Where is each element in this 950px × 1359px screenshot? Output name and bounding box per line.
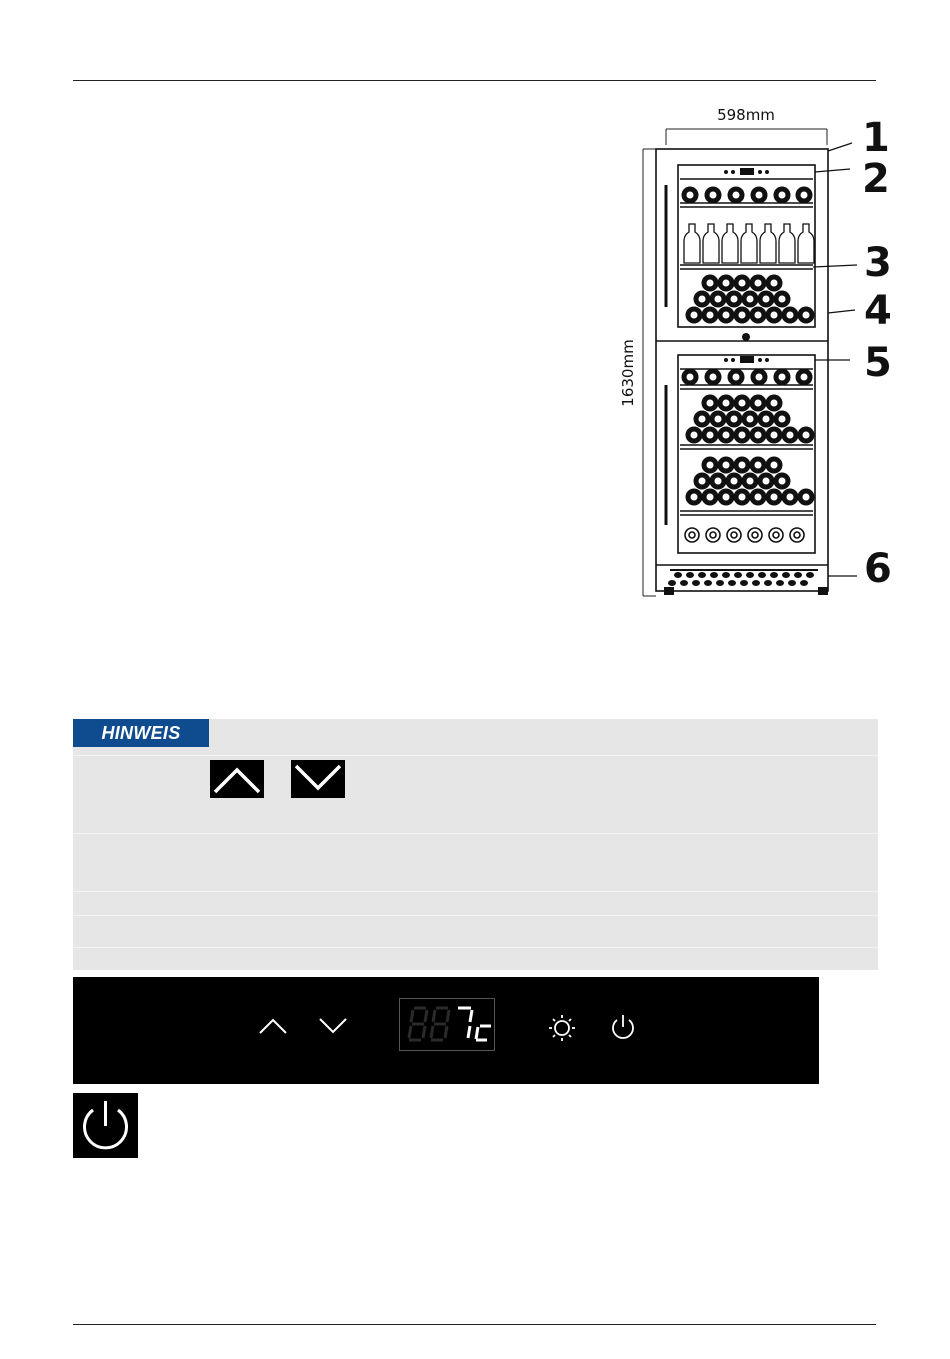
footer-rule <box>73 1324 876 1325</box>
panel-up-icon[interactable] <box>258 1015 288 1037</box>
control-panel <box>73 977 819 1084</box>
note-divider <box>73 915 878 916</box>
note-divider <box>73 755 878 756</box>
callout-1: 1 <box>862 115 890 161</box>
width-label: 598mm <box>717 106 775 124</box>
width-dimension <box>666 129 827 145</box>
callout-6: 6 <box>864 546 892 592</box>
header-rule <box>73 80 876 81</box>
bottom-bottle-row <box>685 528 804 542</box>
height-label: 1630mm <box>619 339 637 407</box>
power-button-icon <box>73 1093 138 1158</box>
upright-bottles <box>684 224 814 263</box>
temperature-display <box>399 998 495 1051</box>
callout-3: 3 <box>864 240 892 286</box>
callout-5: 5 <box>864 340 892 386</box>
hinweis-badge: HINWEIS <box>73 719 209 747</box>
note-divider <box>73 891 878 892</box>
ventilation-grille <box>668 569 818 586</box>
light-icon[interactable] <box>547 1013 577 1043</box>
wine-fridge-diagram <box>600 95 900 615</box>
height-dimension <box>643 149 656 596</box>
callout-leaders <box>813 143 857 576</box>
power-icon[interactable] <box>608 1012 638 1042</box>
note-divider <box>73 947 878 948</box>
note-divider <box>73 833 878 834</box>
up-key-icon <box>210 760 264 798</box>
bottle-stacks <box>684 189 812 503</box>
note-box <box>73 719 878 970</box>
down-key-icon <box>291 760 345 798</box>
panel-down-icon[interactable] <box>318 1015 348 1037</box>
callout-2: 2 <box>862 156 890 202</box>
callout-4: 4 <box>864 288 892 334</box>
seven-segment-display <box>400 999 494 1050</box>
